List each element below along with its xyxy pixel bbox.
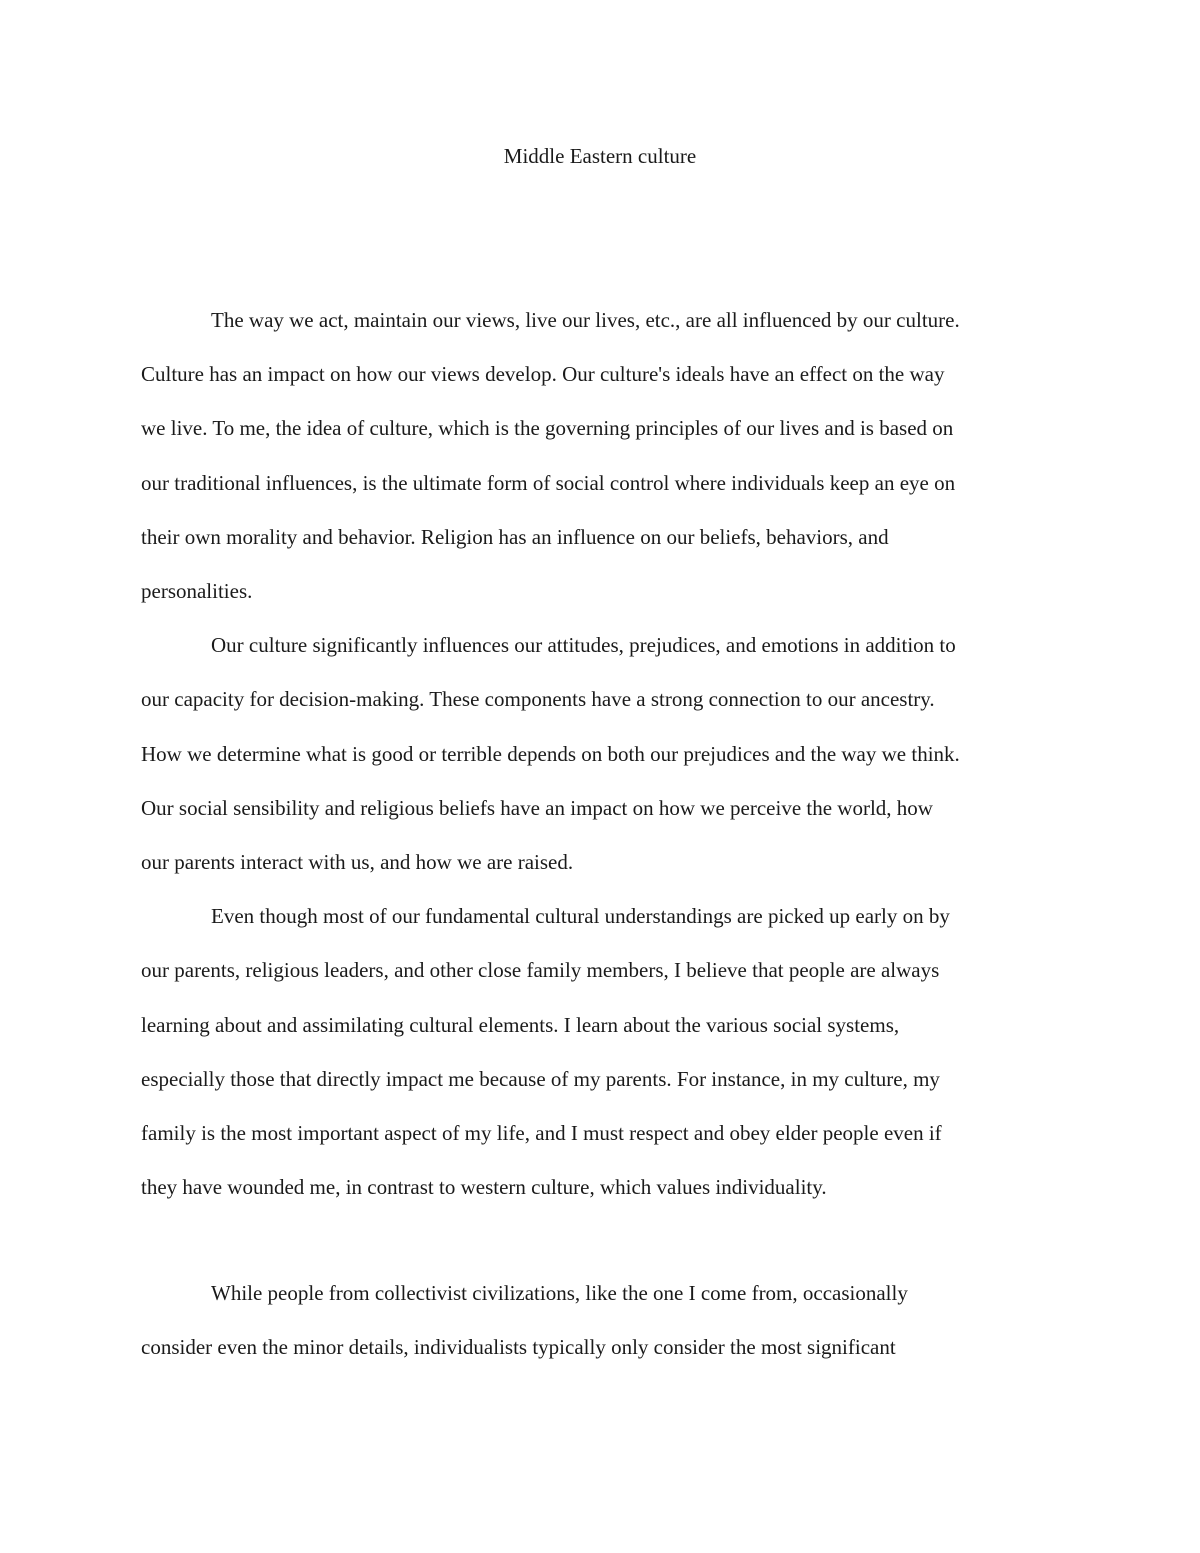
text-line: Culture has an impact on how our views develop. Our culture's ideals have an effect on the way	[141, 362, 945, 387]
paragraph-first-line: While people from collectivist civilizations, like the one I come from, occasionally	[211, 1281, 908, 1305]
text-line: our traditional influences, is the ultimate form of social control where individuals keep an eye on	[141, 470, 956, 495]
text-line: they have wounded me, in contrast to western culture, which values individuality.	[141, 1175, 827, 1200]
text-line: family is the most important aspect of my life, and I must respect and obey elder people even if	[141, 1121, 942, 1146]
body-text-block	[141, 293, 1061, 1214]
text-line: our parents, religious leaders, and other close family members, I believe that people are always	[141, 958, 940, 983]
paragraph-first-line: Our culture significantly influences our attitudes, prejudices, and emotions in addition to	[211, 633, 956, 658]
text-line: consider even the minor details, individualists typically only consider the most significant	[141, 1335, 896, 1360]
text-line: our capacity for decision-making. These components have a strong connection to our ancestry.	[141, 687, 935, 712]
text-line: especially those that directly impact me because of my parents. For instance, in my culture, my	[141, 1066, 940, 1091]
text-line: their own morality and behavior. Religion has an influence on our beliefs, behaviors, and	[141, 524, 889, 549]
text-line: How we determine what is good or terrible depends on both our prejudices and the way we think.	[141, 741, 960, 766]
text-line: personalities.	[141, 579, 253, 604]
text-line: we live. To me, the idea of culture, which is the governing principles of our lives and is based on	[141, 416, 954, 441]
document-title: Middle Eastern culture	[503, 144, 697, 168]
body-text-block	[141, 1266, 1061, 1374]
text-line: Our social sensibility and religious beliefs have an impact on how we perceive the world, how	[141, 795, 933, 820]
paragraph-first-line: The way we act, maintain our views, live our lives, etc., are all influenced by our culture.	[211, 308, 960, 332]
paragraph-first-line: Even though most of our fundamental cultural understandings are picked up early on by	[211, 904, 950, 929]
text-line: our parents interact with us, and how we are raised.	[141, 850, 574, 875]
text-line: learning about and assimilating cultural elements. I learn about the various social systems,	[141, 1012, 900, 1037]
